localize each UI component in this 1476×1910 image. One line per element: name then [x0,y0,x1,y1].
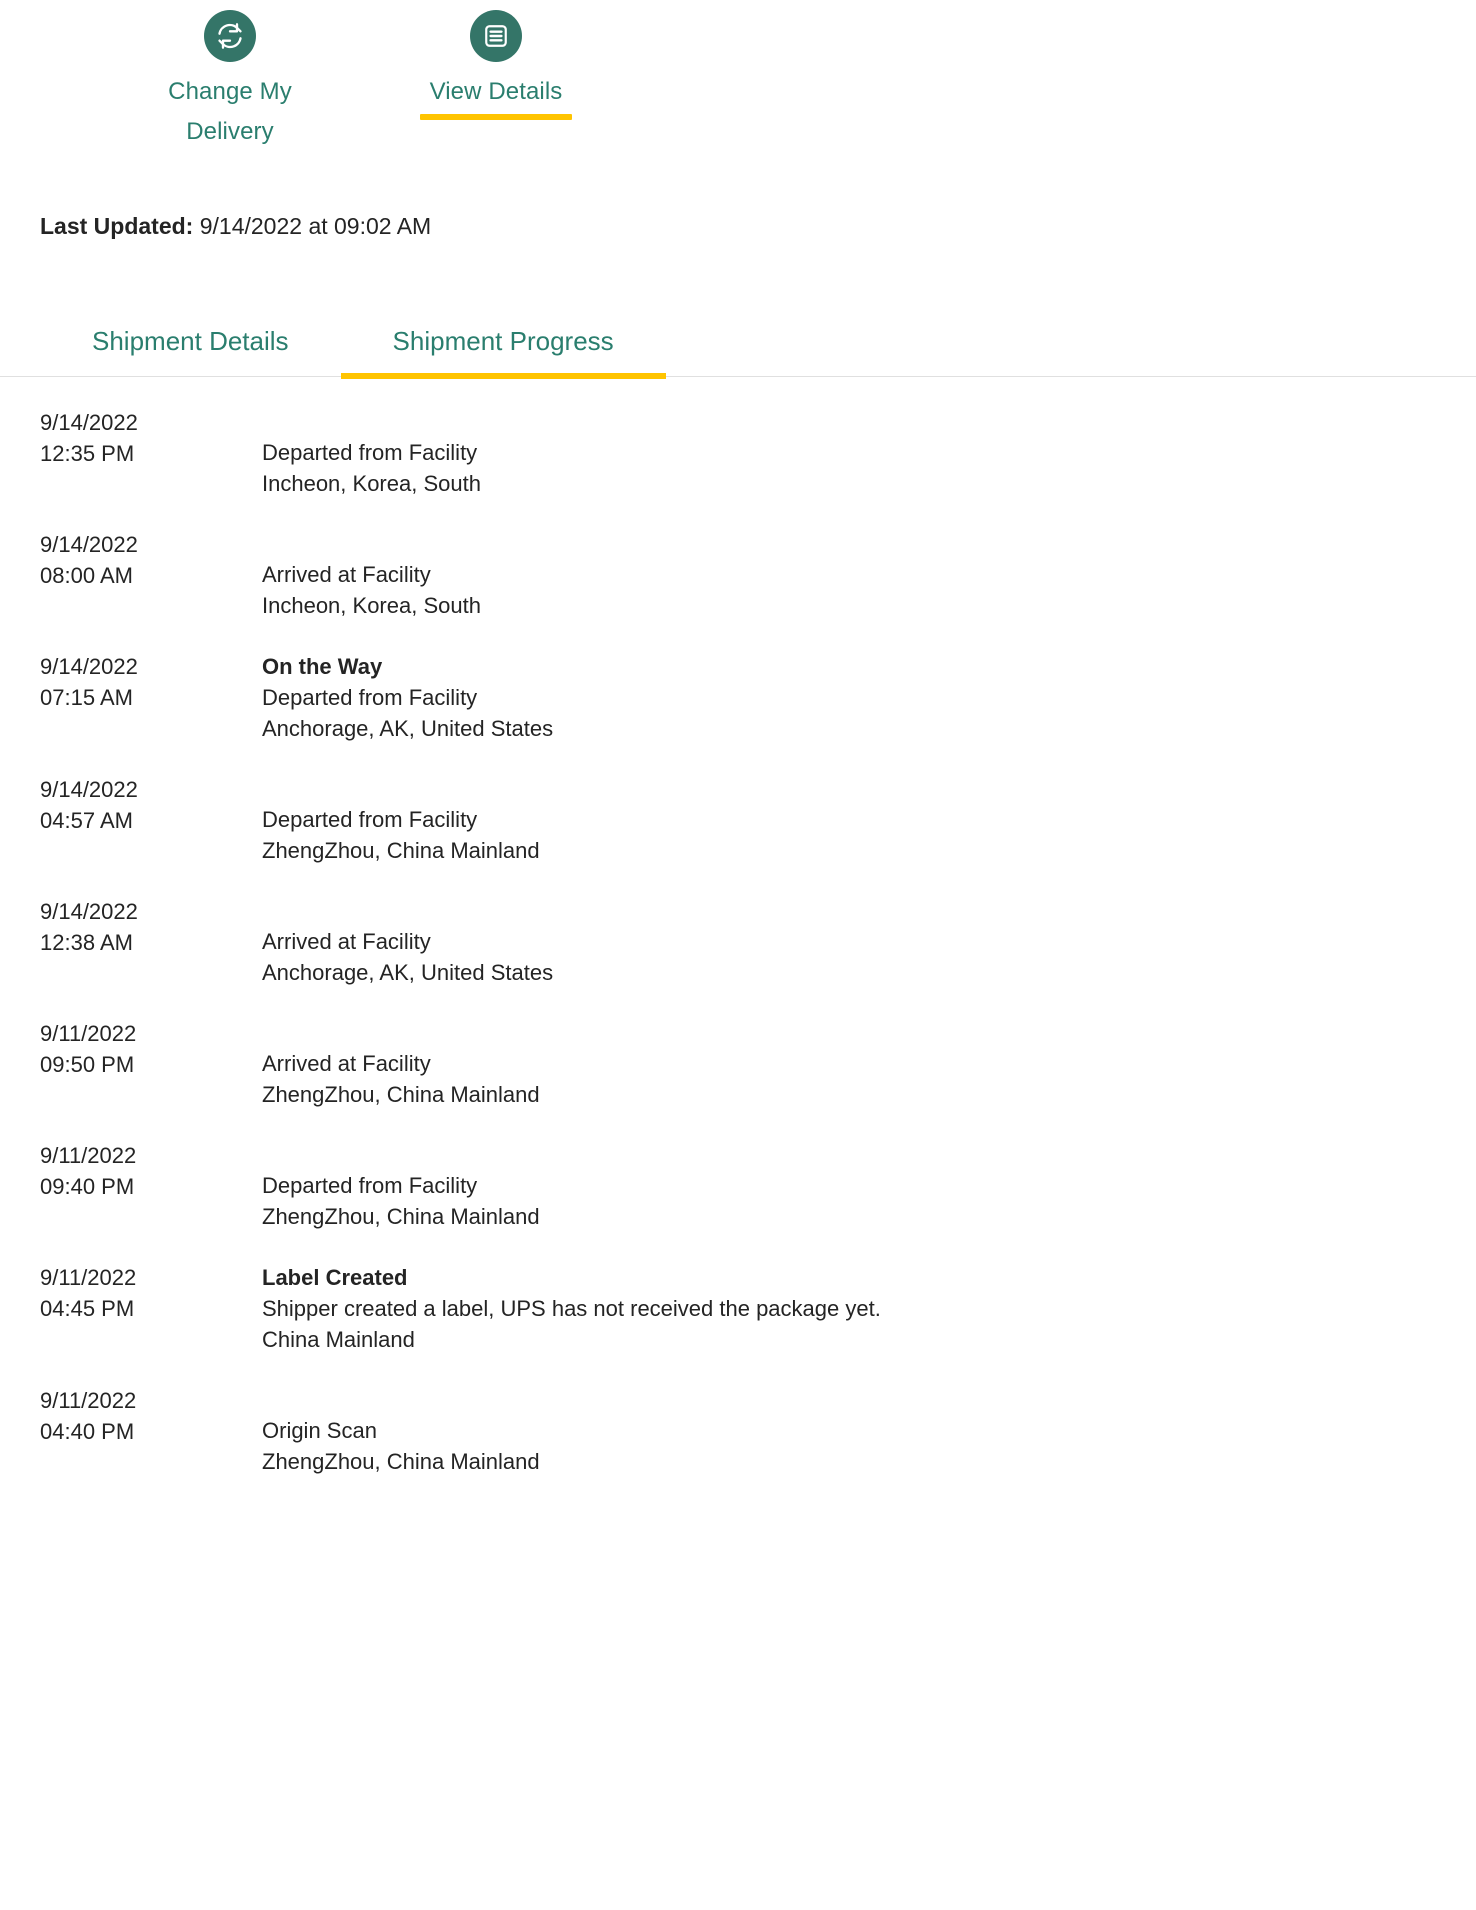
event-description: Departed from Facility [262,1173,478,1198]
event-details [262,1385,1436,1477]
event-details [262,651,1436,744]
event-date: 9/14/2022 [40,654,138,679]
action-view-details[interactable] [416,10,576,120]
event-details [262,529,1436,621]
event-time: 04:45 PM [40,1296,135,1321]
shipment-event-row [40,499,1436,621]
event-description: Origin Scan [262,1418,377,1443]
last-updated-value: 9/14/2022 at 09:02 AM [199,213,432,239]
shipment-event-row [40,744,1436,866]
event-datetime [40,529,262,591]
action-label-view-details: View Details [429,78,563,105]
event-description: Departed from Facility [262,685,478,710]
event-description: Shipper created a label, UPS has not received the package yet. [262,1296,881,1321]
action-change-my-delivery[interactable] [150,10,310,160]
event-time: 09:40 PM [40,1174,135,1199]
event-details [262,1140,1436,1232]
event-datetime [40,407,262,469]
list-details-icon [470,10,522,62]
event-time: 04:57 AM [40,808,133,833]
event-time: 09:50 PM [40,1052,135,1077]
event-location: China Mainland [262,1327,415,1352]
event-datetime [40,774,262,836]
event-location: Anchorage, AK, United States [262,716,554,741]
event-date: 9/14/2022 [40,532,138,557]
last-updated-label: Last Updated: [40,213,194,239]
event-description: Departed from Facility [262,440,478,465]
tab-underline-shipment-progress [341,373,666,379]
event-time: 08:00 AM [40,563,133,588]
event-datetime [40,1140,262,1202]
event-date: 9/14/2022 [40,777,138,802]
event-status: On the Way [262,654,383,679]
tab-label-shipment-progress: Shipment Progress [392,326,614,356]
event-location: ZhengZhou, China Mainland [262,1082,540,1107]
event-details [262,1262,1436,1355]
event-time: 07:15 AM [40,685,133,710]
action-label-change-my-delivery: Change My Delivery [168,78,292,145]
event-date: 9/11/2022 [40,1143,137,1168]
event-details [262,774,1436,866]
list-bottom-spacer [40,1477,1436,1507]
event-description: Arrived at Facility [262,562,431,587]
event-location: ZhengZhou, China Mainland [262,1204,540,1229]
event-date: 9/14/2022 [40,899,138,924]
event-time: 04:40 PM [40,1419,135,1444]
event-location: ZhengZhou, China Mainland [262,838,540,863]
event-date: 9/11/2022 [40,1388,137,1413]
change-delivery-icon [204,10,256,62]
tab-label-shipment-details: Shipment Details [92,326,289,356]
tab-shipment-progress[interactable] [341,324,666,376]
shipment-event-row [40,377,1436,499]
event-datetime [40,1018,262,1080]
event-time: 12:38 AM [40,930,133,955]
event-date: 9/11/2022 [40,1021,137,1046]
event-location: Anchorage, AK, United States [262,960,554,985]
event-description: Arrived at Facility [262,929,431,954]
event-description: Departed from Facility [262,807,478,832]
event-details [262,896,1436,988]
action-bar [0,0,1476,160]
event-location: ZhengZhou, China Mainland [262,1449,540,1474]
event-datetime [40,651,262,713]
last-updated [40,212,1476,240]
event-details [262,407,1436,499]
shipment-event-row [40,988,1436,1110]
shipment-event-row [40,866,1436,988]
shipment-progress-list [0,377,1476,1507]
event-date: 9/14/2022 [40,410,138,435]
shipment-event-row [40,1232,1436,1355]
action-underline-view-details [420,114,572,120]
event-datetime [40,1385,262,1447]
event-datetime [40,1262,262,1324]
event-date: 9/11/2022 [40,1265,137,1290]
event-location: Incheon, Korea, South [262,593,481,618]
event-datetime [40,896,262,958]
event-description: Arrived at Facility [262,1051,431,1076]
shipment-event-row [40,1110,1436,1232]
event-time: 12:35 PM [40,441,135,466]
tab-bar [0,324,1476,377]
event-location: Incheon, Korea, South [262,471,481,496]
tab-shipment-details[interactable] [40,324,341,376]
event-details [262,1018,1436,1110]
shipment-event-row [40,621,1436,744]
shipment-event-row [40,1355,1436,1477]
event-status: Label Created [262,1265,408,1290]
